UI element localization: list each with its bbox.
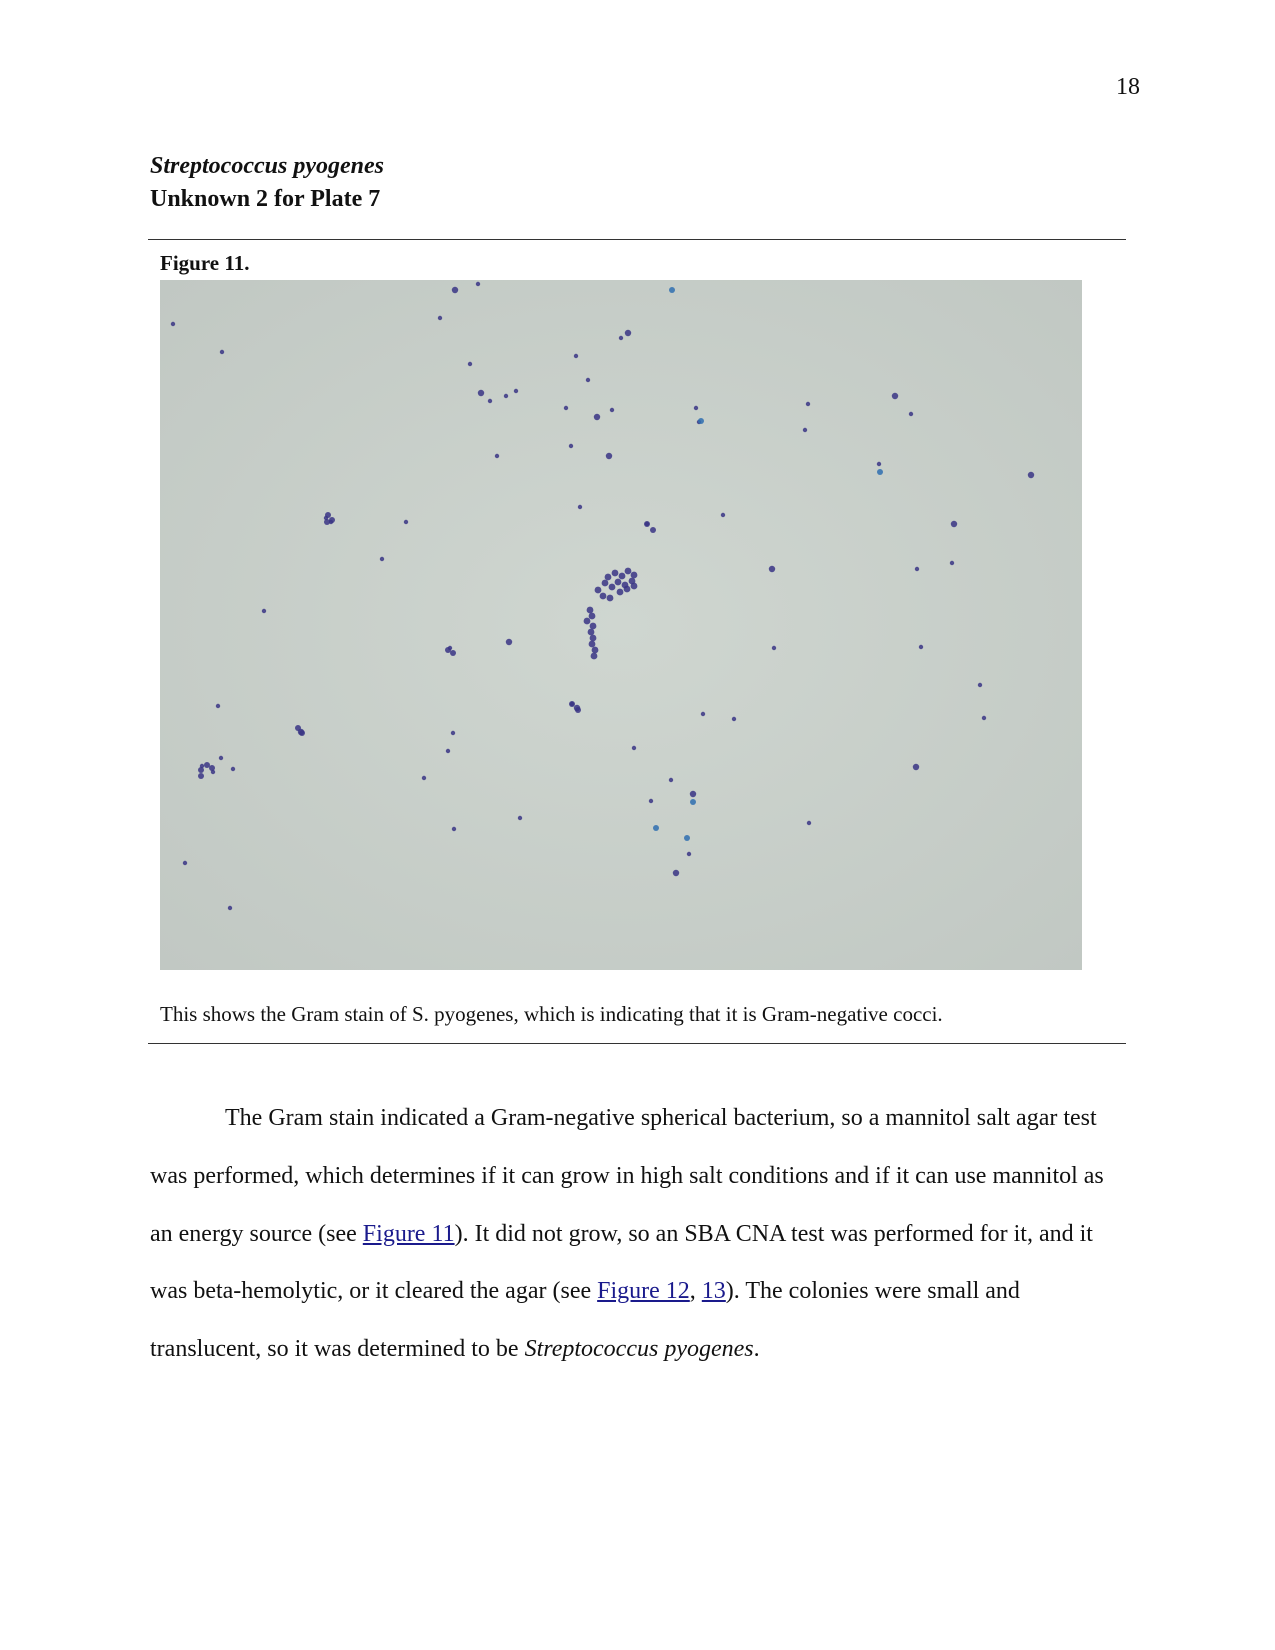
unknown-subtitle: Unknown 2 for Plate 7 — [150, 186, 381, 212]
paragraph-text: The Gram stain indicated a Gram-negative spherical bacterium, so a mannitol salt agar test was performed, which determines if it can grow in high salt conditions and if it can use mannitol as an energy source (see — [150, 1105, 1104, 1247]
species-title: Streptococcus pyogenes — [150, 153, 384, 179]
paragraph-separator: , — [689, 1278, 702, 1305]
page-number: 18 — [1116, 74, 1140, 100]
species-name: Streptococcus pyogenes — [524, 1336, 754, 1363]
section-heading — [150, 150, 384, 216]
gram-stain-micrograph — [160, 280, 1082, 970]
figure-11-link[interactable]: Figure 11 — [362, 1220, 455, 1247]
paragraph-text: ). It did not grow, so an SBA CNA test was performed for it, and it was beta-hemolytic, or it cleared the agar (see — [150, 1220, 1093, 1305]
paragraph-text: . — [753, 1336, 760, 1363]
figure-table — [148, 239, 1126, 1044]
figure-12-link[interactable]: Figure 12 — [597, 1278, 690, 1305]
figure-13-link[interactable]: 13 — [701, 1278, 726, 1305]
figure-label: Figure 11. — [160, 251, 250, 275]
body-paragraph — [150, 1090, 1115, 1379]
figure-caption: This shows the Gram stain of S. pyogenes, which is indicating that it is Gram-negative cocci. — [160, 1002, 943, 1026]
paragraph-text: ). The colonies were small and translucent, so it was determined to be — [150, 1278, 1020, 1363]
